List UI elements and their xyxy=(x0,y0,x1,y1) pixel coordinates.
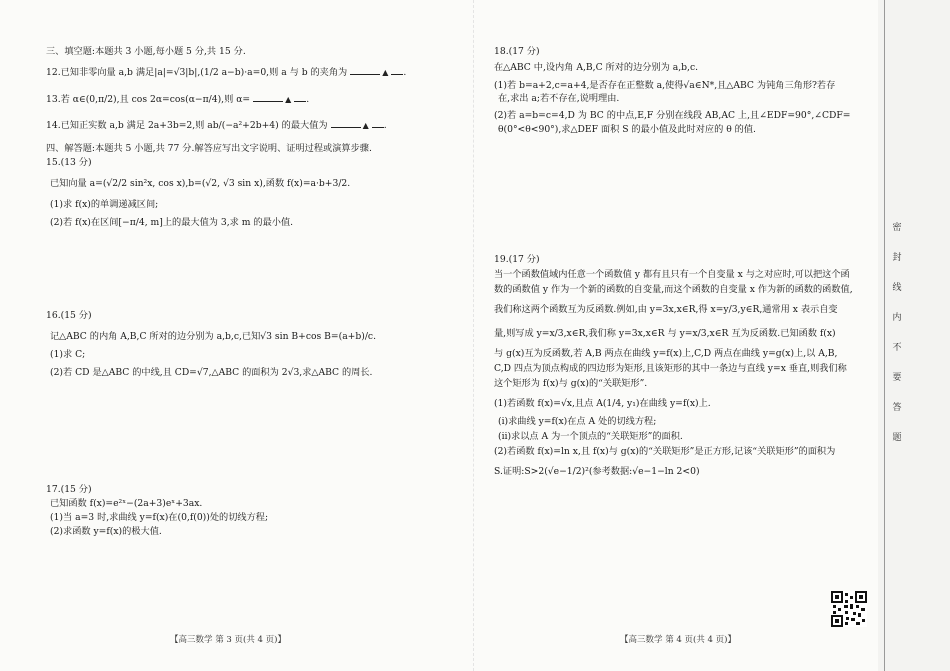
question-19-stem-line-7: 这个矩形为 f(x)与 g(x)的“关联矩形”. xyxy=(494,378,648,389)
question-16-stem: 记△ABC 的内角 A,B,C 所对的边分别为 a,b,c,已知√3 sin B+cos B=(a+b)/c. xyxy=(50,331,377,342)
question-16-part-1: (1)求 C; xyxy=(50,349,86,360)
question-16-part-2: (2)若 CD 是△ABC 的中线,且 CD=√7,△ABC 的面积为 2√3,求△ABC 的周长. xyxy=(50,367,373,378)
question-19-part-1-ii: (ⅱ)求以点 A 为一个顶点的“关联矩形”的面积. xyxy=(498,431,683,442)
question-15-part-1: (1)求 f(x)的单调递减区间; xyxy=(50,199,159,210)
page-3-footer: 【高三数学 第 3 页(共 4 页)】 xyxy=(170,635,286,645)
question-19-stem-line-1: 当一个函数值域内任意一个函数值 y 都有且只有一个自变量 x 与之对应时,可以把这个函 xyxy=(494,269,850,280)
fold-line xyxy=(473,0,474,671)
section-title-fill-in: 三、填空题:本题共 3 小题,每小题 5 分,共 15 分. xyxy=(46,46,246,57)
question-19-part-2-line-1: (2)若函数 f(x)=ln x,且 f(x)与 g(x)的“关联矩形”是正方形,记该“关联矩形”的面积为 xyxy=(494,446,836,457)
seal-line xyxy=(884,0,885,671)
question-13: 13.若 α∈(0,π/2),且 cos 2α=cos(α−π/4),则 α= ▲ . xyxy=(46,94,310,105)
question-18-header: 18.(17 分) xyxy=(494,46,540,57)
question-18-part-1-line-2: 在,求出 a;若不存在,说明理由. xyxy=(498,93,620,104)
question-19-stem-line-4: 量,则写成 y=x/3,x∈R,我们称 y=3x,x∈R 与 y=x/3,x∈R 互为反函数.已知函数 f(x) xyxy=(494,328,836,339)
question-15-stem: 已知向量 a=(√2/2 sin²x, cos x),b=(√2, √3 sin x),函数 f(x)=a·b+3/2. xyxy=(50,178,351,189)
question-15-part-2: (2)若 f(x)在区间[−π/4, m]上的最大值为 3,求 m 的最小值. xyxy=(50,217,294,228)
question-15-header: 15.(13 分) xyxy=(46,157,92,168)
binding-margin xyxy=(878,0,950,671)
question-18-part-1-line-1: (1)若 b=a+2,c=a+4,是否存在正整数 a,使得√a∈N*,且△ABC 为钝角三角形?若存 xyxy=(494,80,836,91)
question-12: 12.已知非零向量 a,b 满足|a|=√3|b|,(1/2 a−b)·a=0,则 a 与 b 的夹角为 ▲ . xyxy=(46,67,407,78)
question-18-part-2-line-1: (2)若 a=b=c=4,D 为 BC 的中点,E,F 分别在线段 AB,AC 上,且∠EDF=90°,∠CDF= xyxy=(494,110,851,121)
question-19-header: 19.(17 分) xyxy=(494,254,540,265)
question-19-part-1: (1)若函数 f(x)=√x,且点 A(1/4, y₁)在曲线 y=f(x)上. xyxy=(494,398,711,409)
question-19-stem-line-5: 与 g(x)互为反函数,若 A,B 两点在曲线 y=f(x)上,C,D 两点在曲线 y=g(x)上,以 A,B, xyxy=(494,348,838,359)
question-18-part-2-line-2: θ(0°<θ<90°),求△DEF 面积 S 的最小值及此时对应的 θ 的值. xyxy=(498,124,756,135)
section-title-answer: 四、解答题:本题共 5 小题,共 77 分.解答应写出文字说明、证明过程或演算步骤. xyxy=(46,143,372,154)
question-16-header: 16.(15 分) xyxy=(46,310,92,321)
question-18-stem: 在△ABC 中,设内角 A,B,C 所对的边分别为 a,b,c. xyxy=(494,62,699,73)
question-17-part-1: (1)当 a=3 时,求曲线 y=f(x)在(0,f(0))处的切线方程; xyxy=(50,512,269,523)
question-14: 14.已知正实数 a,b 满足 2a+3b=2,则 ab/(−a²+2b+4) 的最大值为 ▲ . xyxy=(46,120,387,131)
question-19-stem-line-3: 我们称这两个函数互为反函数.例如,由 y=3x,x∈R,得 x=y/3,y∈R,通常用 x 表示自变 xyxy=(494,304,838,315)
question-19-part-2-line-2: S.证明:S>2(√e−1/2)²(参考数据:√e−1−ln 2<0) xyxy=(494,466,700,477)
question-17-stem: 已知函数 f(x)=e²ˣ−(2a+3)eˣ+3ax. xyxy=(50,498,203,509)
qr-code-icon xyxy=(831,591,867,627)
question-19-part-1-i: (ⅰ)求曲线 y=f(x)在点 A 处的切线方程; xyxy=(498,416,657,427)
question-17-header: 17.(15 分) xyxy=(46,484,92,495)
page-4-footer: 【高三数学 第 4 页(共 4 页)】 xyxy=(620,635,736,645)
question-19-stem-line-2: 数的函数值 y 作为一个新的函数的自变量,而这个函数的自变量 x 作为新的函数的函数值, xyxy=(494,284,853,295)
question-19-stem-line-6: C,D 四点为顶点构成的四边形为矩形,且该矩形的其中一条边与直线 y=x 垂直,则我们称 xyxy=(494,363,847,374)
question-17-part-2: (2)求函数 y=f(x)的极大值. xyxy=(50,526,162,537)
seal-notice: 密 封 线 内 不 要 答 题 xyxy=(892,223,902,443)
